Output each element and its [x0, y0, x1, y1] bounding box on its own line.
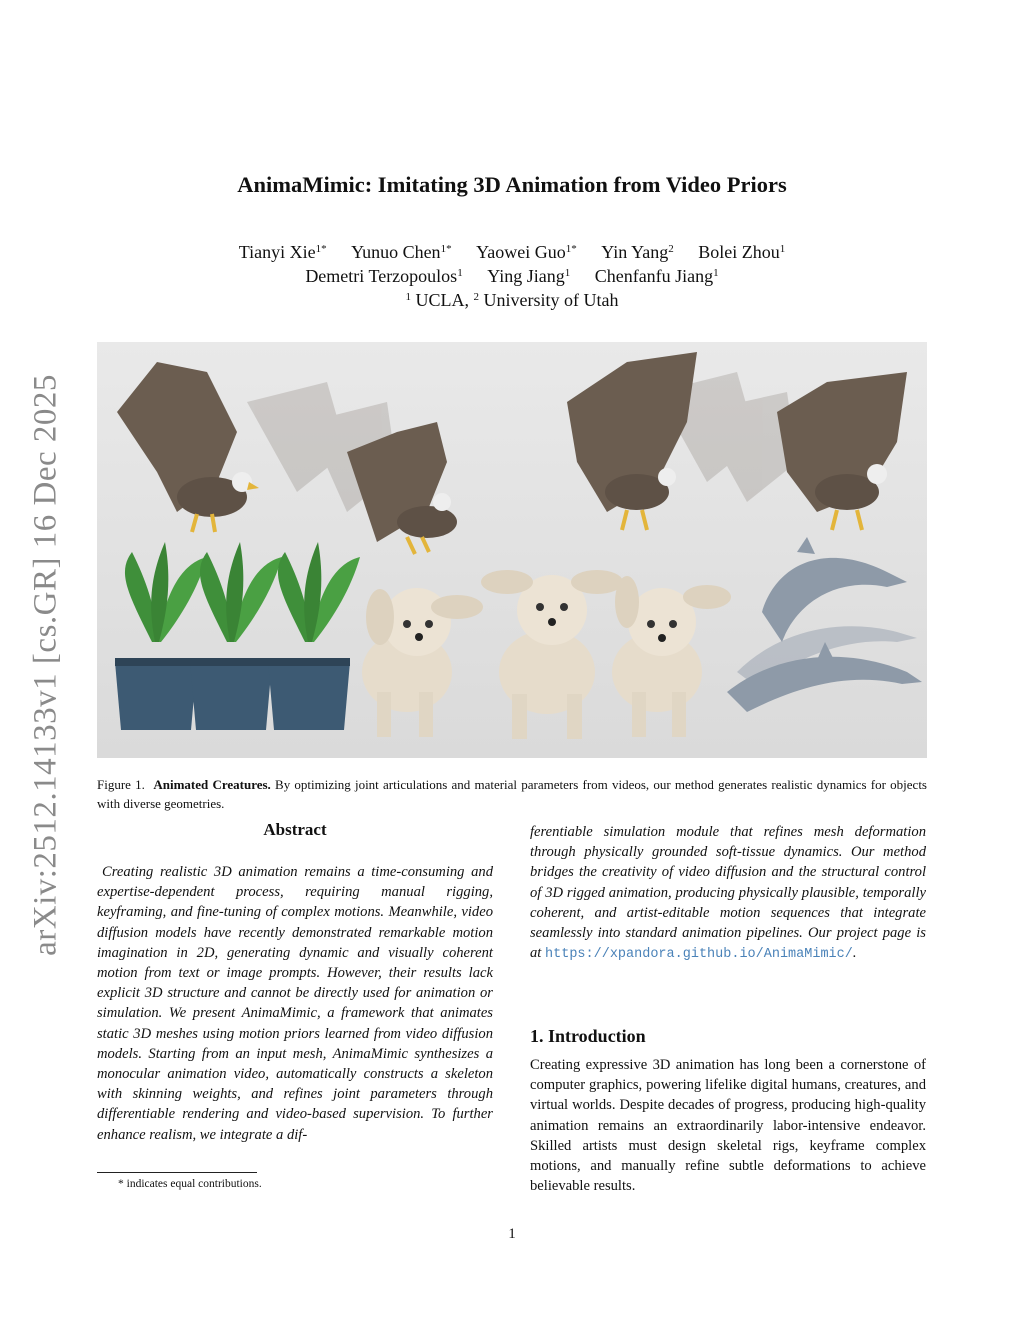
paper-title: AnimaMimic: Imitating 3D Animation from Video Priors: [237, 172, 787, 197]
introduction-text: Creating expressive 3D animation has long been a cornerstone of computer graphics, powering lifelike digital humans, creatures, and virtual worlds. Despite decades of progress, producing high-quality animation remains an extraordinarily labor-intensive endeavor. Skilled artists must design skeletal rigs, keyframe complex motions, and manually refine subtle deformations to achieve believable results.: [530, 1057, 926, 1195]
abstract-text-right: ferentiable simulation module that refines mesh deformation through physically grounded soft-tissue dynamics. Our method bridges the creativity of video diffusion and the structural control of 3D rigged animation, producing physically plausible, temporally coherent, and artist-editable motion sequences that integrate seamlessly into standard animation pipelines. Our project page is at https://xpandora.github.io/AnimaMimic/.: [530, 824, 926, 963]
author-row-1: [0, 240, 1024, 264]
author-block: [0, 240, 1024, 312]
author: Ying Jiang$^1$: [487, 266, 571, 286]
figure-illustration: [97, 342, 927, 758]
abstract-heading: Abstract: [263, 820, 327, 839]
author: Chenfanfu Jiang$^1$: [594, 266, 719, 286]
author: Yaowei Guo$^{1*}$: [476, 242, 577, 262]
author: Yunuo Chen$^{1*}$: [351, 242, 452, 262]
footnote-divider: [97, 1172, 257, 1173]
figure-caption: Figure 1. Animated Creatures. By optimizing joint articulations and material parameters from videos, our method generates realistic dynamics for objects with diverse geometries.: [97, 777, 927, 811]
author: Tianyi Xie$^{1*}$: [238, 242, 327, 262]
section-heading-introduction: 1. Introduction: [530, 1026, 646, 1046]
author-row-2: [0, 264, 1024, 288]
page-number: 1: [508, 1226, 516, 1242]
author: Bolei Zhou$^1$: [698, 242, 786, 262]
author: Demetri Terzopoulos$^1$: [305, 266, 463, 286]
author: Yin Yang$^2$: [601, 242, 674, 262]
abstract-text-left: Creating realistic 3D animation remains a time-consuming and expertise-dependent process, requiring manual rigging, keyframing, and fine-tuning of complex motions. Meanwhile, video diffusion models have recently demonstrated remarkable motion imagination in 2D, generating dynamic and visually coherent motion from text or image prompts. However, their results lack explicit 3D structure and cannot be directly used for animation or simulation. We present AnimaMimic, a framework that animates static 3D meshes using motion priors learned from video diffusion models. Starting from an input mesh, AnimaMimic synthesizes a monocular animation video, automatically constructs a skeleton with skinning weights, and refines joint parameters through differentiable rendering and video-based supervision. To further enhance realism, we integrate a dif-: [97, 864, 493, 1143]
figure-animated-creatures: [97, 342, 927, 758]
footnote: * indicates equal contributions.: [118, 1178, 262, 1190]
project-page-link[interactable]: https://xpandora.github.io/AnimaMimic/: [545, 947, 853, 963]
arxiv-identifier: arXiv:2512.14133v1 [cs.GR] 16 Dec 2025: [27, 374, 64, 956]
affiliations: $^1$ UCLA, $^2$ University of Utah: [405, 290, 619, 310]
